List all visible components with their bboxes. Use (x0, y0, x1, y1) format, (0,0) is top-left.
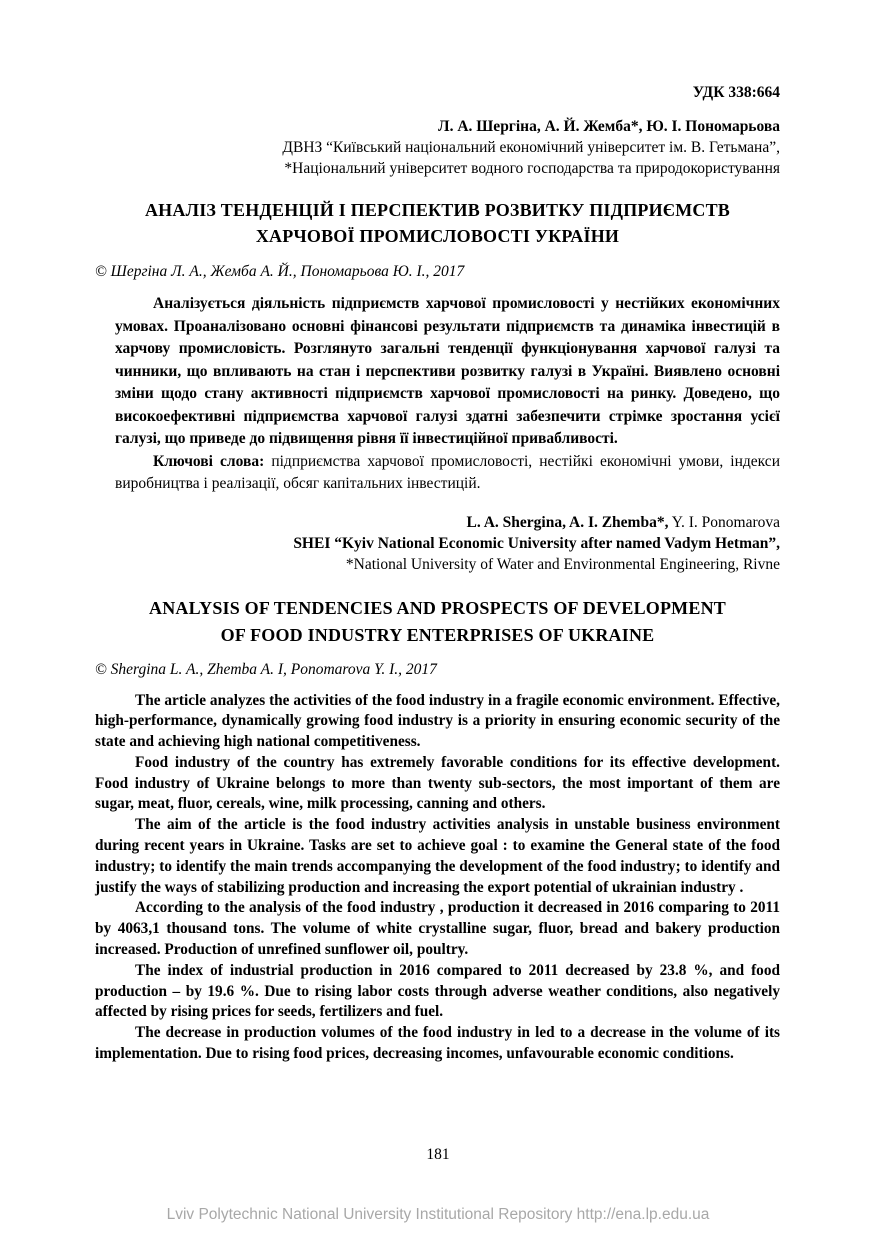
abstract-en-paragraph: According to the analysis of the food industry , production it decreased in 2016 comparing to 2011 by 4063,1 thousand tons. The volume of white crystalline sugar, fluor, bread and bakery production increased. Production of unrefined sunflower oil, poultry. (95, 899, 780, 959)
abstract-ua-text: Аналізується діяльність підприємств харчової промисловості у нестійких економічних умовах. Проаналізовано основні фінансові результати підприємств та динаміка інвестицій в харчову промисловість. Розглянуто загальні тенденції функціонування харчової галузі та чинники, що впливають на стан і перспективи розвитку галузі в Україні. Виявлено основні зміни щодо стану активності підприємств харчової промисловості на ринку. Доведено, що високоефективні підприємства харчової галузі здатні забезпечити стрімке зростання усієї галузі, що приведе до підвищення рівня її інвестиційної привабливості. (115, 295, 780, 447)
affiliation-en-1: SHEI “Kyiv National Economic University after named Vadym Hetman”, (293, 534, 780, 552)
copyright-en: © Shergina L. A., Zhemba A. I, Ponomarova Y. I., 2017 (95, 660, 437, 678)
header-block-en (95, 512, 780, 575)
keywords-label: Ключові слова: (153, 452, 265, 470)
abstract-en (95, 691, 780, 1065)
affiliation-ua-2: *Національний університет водного господарства та природокористування (284, 160, 780, 177)
abstract-en-paragraph: The index of industrial production in 2016 compared to 2011 decreased by 23.8 %, and food production – by 19.6 %. Due to rising labor costs through adverse weather conditions, also negatively affected by rising prices for seeds, fertilizers and fuel. (95, 961, 780, 1021)
authors-ua: Л. А. Шергіна, А. Й. Жемба*, Ю. І. Пономарьова (438, 118, 780, 135)
abstract-en-paragraph: The aim of the article is the food industry activities analysis in unstable business environment during recent years in Ukraine. Tasks are set to achieve goal : to examine the General state of the food industry; to identify the main trends accompanying the development of the food industry; to identify and justify the ways of stabilizing production and increasing the export potential of ukrainian industry . (95, 816, 780, 896)
affiliation-en-2: *National University of Water and Environmental Engineering, Rivne (345, 555, 780, 573)
header-block-ua (95, 116, 780, 179)
abstract-en-paragraph: Food industry of the country has extremely favorable conditions for its effective development. Food industry of Ukraine belongs to more than twenty sub-sectors, the most important of them are sugar, meat, fluor, cereals, wine, milk processing, canning and others. (95, 753, 780, 813)
article-title-ua: АНАЛІЗ ТЕНДЕНЦІЙ І ПЕРСПЕКТИВ РОЗВИТКУ ПІДПРИЄМСТВ ХАРЧОВОЇ ПРОМИСЛОВОСТІ УКРАЇНИ (144, 200, 731, 246)
keywords-text: підприємства харчової промисловості, нестійкі економічні умови, індекси виробництва і реалізації, обсяг капітальних інвестицій. (115, 452, 780, 492)
abstract-en-paragraph: The decrease in production volumes of the food industry in led to a decrease in the volume of its implementation. Due to rising food prices, decreasing incomes, unfavourable economic conditions. (95, 1024, 780, 1063)
article-title-en-line1: ANALYSIS OF TENDENCIES AND PROSPECTS OF DEVELOPMENT (149, 597, 726, 618)
page-number: 181 (426, 1146, 450, 1163)
authors-en-rest: Y. I. Ponomarova (668, 513, 780, 531)
authors-en-bold: L. A. Shergina, A. I. Zhemba*, (466, 513, 669, 531)
repository-watermark: Lviv Polytechnic National University Institutional Repository http://ena.lp.edu.ua (166, 1206, 710, 1223)
abstract-en-paragraph: The article analyzes the activities of the food industry in a fragile economic environment. Effective, high-performance, dynamically growing food industry is a priority in ensuring economic security of the state and achieving high national competitiveness. (95, 691, 780, 751)
abstract-ua (95, 293, 780, 451)
copyright-ua: © Шергіна Л. А., Жемба А. Й., Пономарьова Ю. І., 2017 (95, 263, 465, 280)
article-title-en-line2: OF FOOD INDUSTRY ENTERPRISES OF UKRAINE (220, 624, 655, 645)
article-title-en (95, 595, 780, 649)
affiliation-ua-1: ДВНЗ “Київський національний економічний університет ім. В. Гетьмана”, (282, 139, 780, 156)
authors-en (95, 512, 780, 533)
udk-code: УДК 338:664 (692, 84, 780, 101)
keywords-ua (95, 451, 780, 496)
